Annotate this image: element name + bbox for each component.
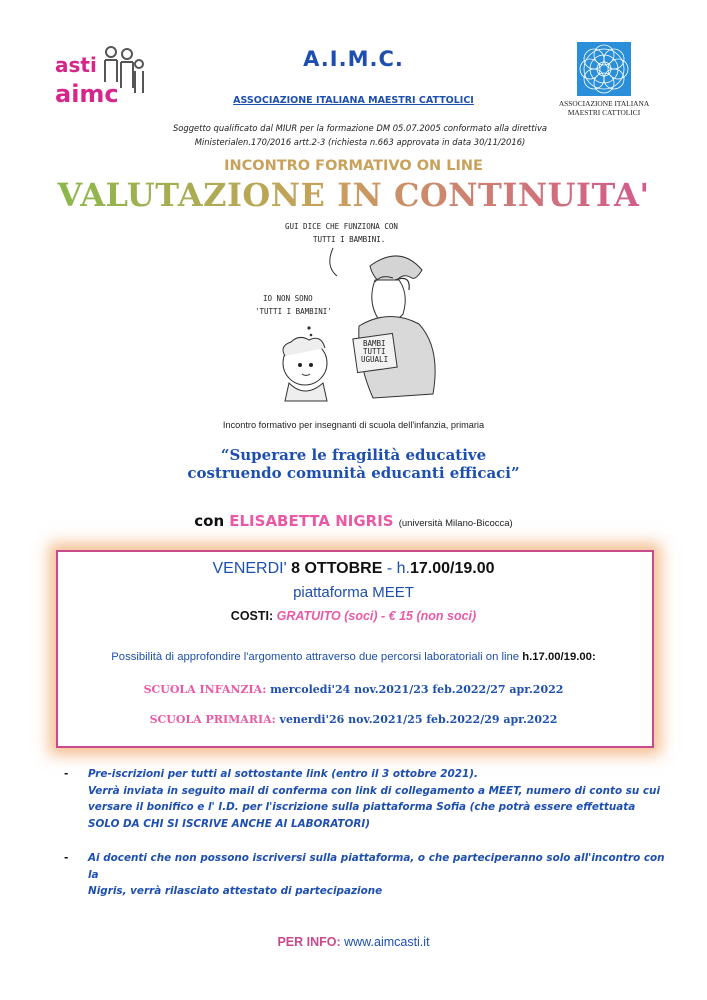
cartoon-illustration (255, 218, 460, 406)
association-name: ASSOCIAZIONE ITALIANA MAESTRI CATTOLICI (233, 95, 474, 106)
workshop-text: Possibilità di approfondire l'argomento attraverso due percorsi laboratoriali on line (111, 651, 520, 663)
registration-notes (64, 766, 674, 918)
note-item (64, 850, 674, 900)
event-date (0, 560, 707, 578)
note-line: Verrà inviata in seguito mail di conferma con link di collegamento a MEET, numero di conto su cui (88, 784, 661, 797)
speaker-line (0, 511, 707, 530)
note-line: Pre-iscrizioni per tutti al sottostante link (entro il 3 ottobre 2021). (88, 768, 478, 780)
speaker-prefix: con (194, 512, 225, 530)
costs-value: GRATUITO (soci) - € 15 (non soci) (276, 609, 477, 623)
logo-caption (548, 100, 660, 117)
bullet-dash: - (64, 768, 69, 780)
qualification-note (150, 121, 570, 149)
speaker-affiliation: (università Milano-Bicocca) (398, 518, 513, 529)
event-subtitle (0, 446, 707, 482)
event-costs (0, 609, 707, 623)
time-prefix: - h. (382, 560, 410, 577)
school-primaria-dates (0, 713, 707, 726)
school-dates: venerdi'26 nov.2021/25 feb.2022/29 apr.2022 (279, 713, 558, 726)
website-link[interactable]: www.aimcasti.it (344, 935, 430, 949)
speech-child-line: 'TUTTI I BAMBINI' (255, 307, 332, 316)
workshop-time: h.17.00/19.00: (522, 651, 596, 663)
event-platform: piattaforma MEET (293, 584, 414, 601)
school-label: SCUOLA INFANZIA: (143, 683, 267, 696)
costs-label: COSTI: (230, 609, 274, 623)
svg-text:aimc: aimc (55, 80, 119, 108)
header-title: A.I.M.C. (303, 47, 404, 71)
speech-top-line: TUTTI I BAMBINI. (313, 235, 386, 244)
event-title (0, 176, 707, 214)
book-title-line: TUTTI (363, 347, 386, 356)
subtitle-line: “Superare le fragilità educative (220, 446, 487, 464)
book-title-line: UGUALI (361, 355, 389, 364)
subtitle-line: costruendo comunità educanti efficaci” (187, 464, 520, 482)
mandala-icon (577, 42, 631, 96)
book-title-line: BAMBI (363, 339, 386, 348)
aimc-national-logo (548, 42, 660, 130)
workshop-info (0, 651, 707, 663)
note-line: SOLO DA CHI SI ISCRIVE ANCHE AI LABORATORI) (88, 817, 370, 830)
speaker-name: ELISABETTA NIGRIS (229, 512, 394, 530)
contact-info (0, 935, 707, 949)
qualification-line: Soggetto qualificato dal MIUR per la formazione DM 05.07.2005 conformato alla direttiva (172, 123, 548, 133)
info-label: PER INFO: (277, 935, 341, 949)
speech-top-line: GUI DICE CHE FUNZIONA CON (285, 222, 398, 231)
event-title-text: VALUTAZIONE IN CONTINUITA' (57, 176, 650, 214)
school-label: SCUOLA PRIMARIA: (149, 713, 276, 726)
note-line: versare il bonifico e l' I.D. per l'iscrizione sulla piattaforma Sofia (che potrà essere effettuata (88, 801, 636, 813)
bullet-dash: - (64, 852, 69, 864)
note-line: Ai docenti che non possono iscriversi sulla piattaforma, o che parteciperanno solo all'incontro con la (88, 852, 665, 881)
note-line: Nigris, verrà rilasciato attestato di partecipazione (88, 885, 383, 897)
event-kicker: INCONTRO FORMATIVO ON LINE (224, 158, 483, 174)
audience-line: Incontro formativo per insegnanti di scuola dell'infanzia, primaria (222, 420, 485, 430)
svg-text:asti: asti (55, 53, 97, 77)
school-infanzia-dates (0, 683, 707, 696)
school-dates: mercoledi'24 nov.2021/23 feb.2022/27 apr.2022 (270, 683, 564, 696)
note-item (64, 766, 674, 832)
speech-child-line: IO NON SONO (263, 294, 313, 303)
qualification-line: Ministerialen.170/2016 artt.2-3 (richiesta n.663 approvata in data 30/11/2016) (194, 137, 526, 147)
event-date-value: 8 OTTOBRE (291, 560, 383, 577)
event-day: VENERDI' (212, 560, 287, 577)
logo-caption-line: MAESTRI CATTOLICI (567, 107, 641, 117)
event-time: 17.00/19.00 (409, 560, 495, 577)
logo-caption-line: ASSOCIAZIONE ITALIANA (558, 99, 650, 108)
